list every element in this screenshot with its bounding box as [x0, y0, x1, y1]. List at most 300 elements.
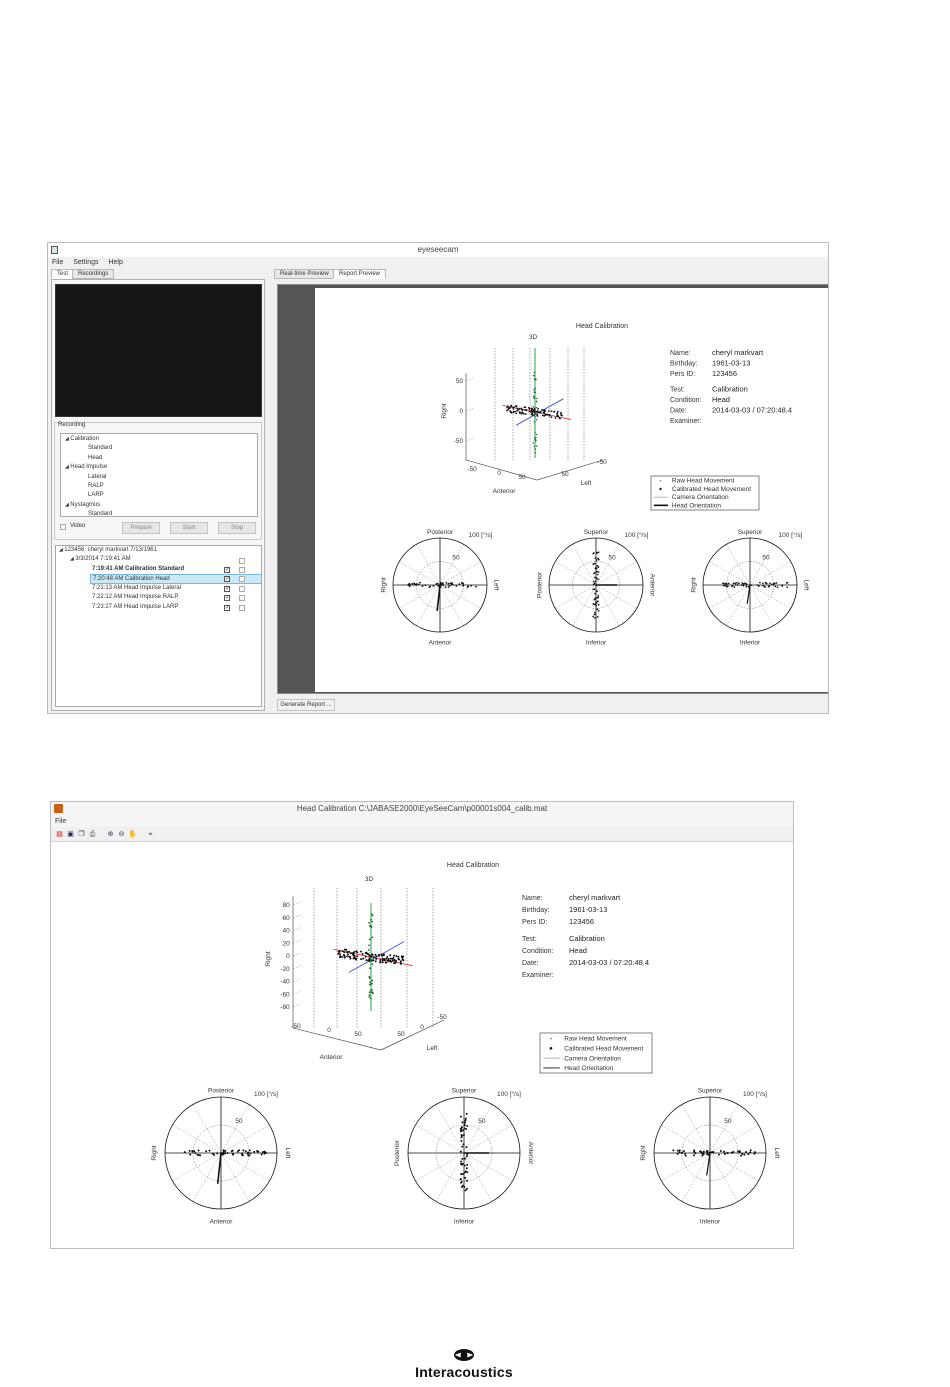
polar-right-label: Anterior: [526, 1141, 534, 1165]
data-point: [756, 584, 758, 586]
data-point: [389, 954, 391, 956]
recording-group: [54, 422, 262, 540]
save-icon[interactable]: ▣: [67, 831, 74, 838]
legend-marker: [660, 480, 662, 482]
data-point: [597, 600, 599, 602]
data-point: [451, 584, 453, 586]
polar-right-label: Left: [772, 1147, 780, 1159]
polar-spoke: [750, 544, 774, 585]
data-point: [513, 407, 515, 409]
grid-line: [466, 408, 474, 411]
data-point: [745, 583, 747, 585]
include-checkbox[interactable]: ✓: [225, 576, 231, 582]
data-point: [446, 582, 448, 584]
data-point: [534, 445, 536, 447]
data-point: [534, 421, 536, 423]
copy-icon[interactable]: ❐: [78, 831, 85, 838]
figure-title: Head Calibration: [575, 323, 629, 330]
polar-spoke: [710, 1125, 758, 1153]
legend-marker: [550, 1038, 552, 1040]
data-point: [677, 1153, 679, 1155]
data-point: [338, 951, 340, 953]
data-point: [781, 585, 783, 587]
y-tick-label: 20: [282, 940, 290, 948]
polar-spoke: [750, 562, 791, 586]
data-point: [596, 577, 598, 579]
info-value: 1961-03-13: [712, 358, 751, 368]
menu-help[interactable]: Help: [108, 259, 123, 266]
menu-settings[interactable]: Settings: [73, 259, 99, 266]
data-point: [594, 572, 596, 574]
legend-label: Camera Orientation: [671, 494, 729, 502]
polar-left-label: Posterior: [536, 571, 544, 599]
polar-radius-mid: 50: [235, 1117, 243, 1125]
data-point: [369, 957, 371, 959]
polar-spoke: [662, 1153, 710, 1181]
data-point: [516, 410, 518, 412]
data-point: [189, 1150, 191, 1152]
z-tick-label: 50: [561, 471, 569, 478]
polar-right-label: Left: [492, 579, 500, 591]
data-point: [536, 434, 538, 436]
data-point: [786, 586, 788, 588]
generate-report-button[interactable]: Generate Report ...: [277, 699, 335, 711]
x-tick-label: -50: [467, 466, 477, 473]
data-point: [681, 1152, 683, 1154]
include-checkbox[interactable]: ✓: [225, 605, 231, 611]
data-point: [593, 581, 595, 583]
tree-item[interactable]: LARP: [88, 492, 104, 499]
data-point: [532, 411, 534, 413]
polar-spoke: [440, 544, 464, 585]
figure-toolbar: [51, 827, 794, 842]
video-preview: [55, 284, 262, 417]
grid-line: [293, 991, 302, 994]
data-point: [402, 956, 404, 958]
window-title: eyeseecam: [417, 245, 459, 254]
tree-item[interactable]: ◢ Nystagmus: [65, 501, 101, 508]
data-point: [369, 982, 371, 984]
y-axis-label: Right: [265, 951, 272, 967]
data-point: [531, 408, 533, 410]
data-point: [534, 378, 536, 380]
data-point: [184, 1151, 186, 1153]
data-point: [553, 411, 555, 413]
data-point: [594, 612, 596, 614]
polar-spoke: [417, 544, 441, 585]
grid-line: [293, 927, 302, 930]
data-point: [342, 950, 344, 952]
flag-checkbox[interactable]: [239, 605, 245, 611]
data-point: [741, 584, 743, 586]
data-point: [764, 586, 766, 588]
data-point: [375, 958, 377, 960]
polar-spoke: [710, 1105, 738, 1153]
info-value: Head: [569, 946, 587, 955]
data-point: [343, 951, 345, 953]
zoom-in-icon[interactable]: ⊕: [107, 831, 114, 838]
menu-file[interactable]: File: [55, 818, 67, 825]
data-point: [464, 1165, 466, 1167]
data-point: [513, 412, 515, 414]
data-point: [371, 921, 373, 923]
data-point: [540, 411, 542, 413]
data-point: [461, 1135, 463, 1137]
data-point: [534, 411, 536, 413]
data-point: [382, 959, 384, 961]
data-point: [415, 584, 417, 586]
grid-line: [293, 978, 302, 981]
data-point: [375, 960, 377, 962]
orientation-line: [437, 585, 440, 611]
info-label: Pers ID:: [522, 919, 548, 926]
tree-item[interactable]: Lateral: [88, 473, 107, 480]
polar-spoke: [440, 562, 481, 586]
data-point: [370, 959, 372, 961]
info-value: cheryl markvart: [712, 348, 764, 357]
info-label: Test:: [522, 936, 537, 943]
recording-row[interactable]: 7:19:41 AM Calibration Standard: [92, 566, 185, 572]
z-axis-label: Left: [580, 480, 592, 487]
data-point: [596, 559, 598, 561]
data-point: [466, 1125, 468, 1127]
data-point: [733, 582, 735, 584]
tree-item[interactable]: ◢ Head Impulse: [65, 464, 108, 471]
data-point: [411, 583, 413, 585]
data-point: [372, 915, 374, 917]
data-point: [529, 408, 531, 410]
data-point: [466, 1164, 468, 1166]
x-tick-label: 0: [327, 1027, 331, 1034]
data-point: [459, 583, 461, 585]
flag-checkbox[interactable]: [239, 586, 245, 592]
x-tick-label: 0: [497, 470, 501, 477]
data-point: [394, 959, 396, 961]
data-point: [531, 410, 533, 412]
recording-row[interactable]: 7:21:13 AM Head Impulse Lateral: [92, 585, 182, 591]
data-point: [679, 1149, 681, 1151]
info-value: cheryl markvart: [569, 893, 621, 902]
data-point: [262, 1151, 264, 1153]
data-point: [224, 1152, 226, 1154]
flag-checkbox[interactable]: [239, 558, 245, 564]
data-point: [759, 582, 761, 584]
tab-test[interactable]: Test: [51, 269, 74, 279]
polar-radius-label: 100 [°/s]: [624, 532, 649, 540]
tree-item[interactable]: Standard: [88, 511, 113, 517]
recording-row[interactable]: 7:23:27 AM Head Impulse LARP: [92, 604, 179, 610]
data-point: [536, 445, 538, 447]
data-point: [728, 583, 730, 585]
pan-icon[interactable]: ✋: [128, 831, 137, 838]
data-point: [461, 1186, 463, 1188]
polar-spoke: [596, 544, 620, 585]
data-point: [393, 955, 395, 957]
include-checkbox[interactable]: ✓: [225, 567, 231, 573]
tree-item[interactable]: RALP: [88, 483, 104, 490]
data-point: [409, 586, 411, 588]
data-point: [524, 406, 526, 408]
data-point: [594, 557, 596, 559]
data-point: [397, 956, 399, 958]
orientation-line: [707, 1153, 710, 1175]
data-point: [536, 411, 538, 413]
tab-recordings[interactable]: Recordings: [72, 269, 114, 279]
y-tick-label: -80: [280, 1004, 290, 1012]
data-point: [732, 585, 734, 587]
video-checkbox[interactable]: [60, 524, 66, 530]
logo-wordmark: Interacoustics: [415, 1364, 513, 1380]
info-label: Condition:: [670, 397, 702, 404]
polar-top-label: Superior: [583, 529, 609, 537]
flag-checkbox[interactable]: [239, 567, 245, 573]
data-point: [749, 1151, 751, 1153]
include-checkbox[interactable]: ✓: [225, 595, 231, 601]
collapse-icon: ◢: [65, 464, 71, 471]
pdf-icon[interactable]: ▤: [56, 831, 63, 838]
data-point: [378, 954, 380, 956]
zoom-out-icon[interactable]: ⊖: [118, 831, 125, 838]
data-point: [741, 1153, 743, 1155]
data-point: [365, 959, 367, 961]
data-point: [368, 976, 370, 978]
data-point: [386, 958, 388, 960]
data-point: [261, 1153, 263, 1155]
data-point: [507, 409, 509, 411]
polar-radius-label: 100 [°/s]: [497, 1090, 521, 1098]
data-point: [466, 1188, 468, 1190]
info-label: Condition:: [522, 948, 554, 955]
recording-row[interactable]: 7:22:12 AM Head Impulse RALP: [92, 594, 179, 600]
data-point: [534, 432, 536, 434]
data-point: [551, 416, 553, 418]
print-icon[interactable]: ⎙: [89, 831, 96, 838]
data-point: [362, 953, 364, 955]
data-point: [542, 415, 544, 417]
polar-bottom-label: Anterior: [209, 1218, 233, 1226]
data-point: [343, 954, 345, 956]
data-point: [731, 1152, 733, 1154]
data-point: [521, 413, 523, 415]
data-point: [193, 1150, 195, 1152]
data-point: [392, 960, 394, 962]
data-point: [371, 991, 373, 993]
data-point: [741, 582, 743, 584]
data-point: [735, 584, 737, 586]
data-point: [596, 590, 598, 592]
data-point: [536, 407, 538, 409]
y-tick-label: 50: [455, 377, 464, 385]
data-point: [442, 582, 444, 584]
data-point: [541, 409, 543, 411]
plot3d-label: 3D: [528, 334, 538, 341]
data-point: [598, 604, 600, 606]
polar-spoke: [573, 544, 597, 585]
data-point: [535, 439, 537, 441]
polar-radius-mid: 50: [724, 1117, 732, 1125]
data-point: [425, 584, 427, 586]
window-titlebar: [48, 243, 828, 257]
stop-button[interactable]: Stop: [218, 522, 256, 534]
data-point: [462, 585, 464, 587]
polar-bottom-label: Inferior: [739, 639, 761, 647]
data-point: [739, 1151, 741, 1153]
data-point: [460, 1151, 462, 1153]
data-point: [743, 1154, 745, 1156]
data-point: [461, 1158, 463, 1160]
polar-top-label: Superior: [451, 1087, 477, 1095]
data-point: [595, 605, 597, 607]
data-point: [372, 963, 374, 965]
data-point: [419, 582, 421, 584]
data-point: [449, 582, 451, 584]
data-point: [677, 1150, 679, 1152]
data-point: [533, 409, 535, 411]
patient-row[interactable]: ◢ 123456: cheryl markvart 7/13/1961: [59, 547, 157, 553]
tree-item[interactable]: Head: [88, 454, 103, 461]
data-point: [597, 595, 599, 597]
data-point: [515, 405, 517, 407]
data-point: [465, 1146, 467, 1148]
polar-spoke: [436, 1153, 464, 1201]
data-point: [533, 375, 535, 377]
polar-spoke: [416, 1125, 464, 1153]
data-point: [597, 574, 599, 576]
polar-left-label: Posterior: [394, 1139, 402, 1167]
data-point: [371, 989, 373, 991]
prepare-button[interactable]: Prepare: [122, 522, 160, 534]
tab-realtime-preview[interactable]: Real-time Preview: [274, 269, 335, 279]
y-axis-label: Right: [441, 403, 448, 419]
data-point: [750, 1149, 752, 1151]
app-icon: [51, 246, 58, 254]
data-point: [249, 1149, 251, 1151]
data-point: [765, 582, 767, 584]
start-button[interactable]: Start: [170, 522, 208, 534]
polar-left-label: Right: [380, 577, 388, 593]
data-point: [191, 1150, 193, 1152]
data-point: [722, 582, 724, 584]
y-tick-label: -50: [453, 437, 464, 445]
y-tick-label: 0: [286, 953, 290, 961]
data-point: [711, 1151, 713, 1153]
figure-window: [50, 801, 794, 1249]
data-point: [371, 980, 373, 982]
data-point: [592, 553, 594, 555]
data-point: [519, 411, 521, 413]
info-label: Date:: [670, 407, 687, 415]
data-point: [242, 1149, 244, 1151]
protocol-tree[interactable]: [60, 433, 258, 517]
data-point: [509, 410, 511, 412]
polar-radius-mid: 50: [452, 554, 460, 562]
tree-item[interactable]: Standard: [88, 445, 113, 452]
grid-line: [293, 965, 302, 968]
grid-line: [293, 902, 302, 905]
info-label: Examiner:: [522, 972, 554, 979]
data-point: [735, 583, 737, 585]
polar-left-label: Right: [690, 577, 698, 593]
eyeseecam-window: [47, 242, 829, 714]
data-point: [466, 1180, 468, 1182]
data-point: [740, 1155, 742, 1157]
x-tick-label: 50: [354, 1031, 362, 1038]
data-cursor-icon[interactable]: ⌖: [148, 831, 153, 838]
data-point: [551, 410, 553, 412]
tab-report-preview[interactable]: Report Preview: [333, 269, 386, 279]
tree-item[interactable]: ◢ Calibration: [65, 436, 99, 442]
data-point: [727, 1152, 729, 1154]
y-tick-label: 80: [282, 902, 290, 910]
video-label: Video: [70, 523, 86, 529]
data-point: [701, 1152, 703, 1154]
data-point: [597, 616, 599, 618]
polar-spoke: [173, 1153, 221, 1181]
polar-bottom-label: Anterior: [428, 639, 452, 647]
info-value: Head: [712, 395, 730, 404]
data-point: [194, 1152, 196, 1154]
data-point: [384, 959, 386, 961]
data-point: [462, 1129, 464, 1131]
data-point: [532, 442, 534, 444]
data-point: [348, 951, 350, 953]
data-point: [724, 1153, 726, 1155]
data-point: [597, 578, 599, 580]
grid-line: [293, 914, 302, 917]
flag-checkbox[interactable]: [239, 576, 245, 582]
recording-row-selected[interactable]: 7:20:48 AM Calibration Head: [90, 574, 262, 584]
data-point: [369, 967, 371, 969]
data-point: [369, 991, 371, 993]
data-point: [534, 372, 536, 374]
data-point: [370, 983, 372, 985]
matlab-icon: [54, 804, 63, 813]
data-point: [534, 397, 536, 399]
data-point: [595, 571, 597, 573]
session-row[interactable]: ◢ 3/3/2014 7:19:41 AM: [70, 556, 131, 562]
z-tick-label: -50: [437, 1014, 447, 1021]
data-point: [383, 953, 385, 955]
polar-spoke: [710, 1153, 758, 1181]
flag-checkbox[interactable]: [239, 595, 245, 601]
include-checkbox[interactable]: ✓: [225, 586, 231, 592]
data-point: [777, 586, 779, 588]
recordings-list: [55, 545, 262, 707]
menu-bar: [48, 257, 828, 268]
z-axis-label: Left: [426, 1045, 438, 1052]
data-point: [337, 953, 339, 955]
x-axis-label: Anterior: [319, 1054, 343, 1061]
data-point: [513, 408, 515, 410]
data-point: [368, 996, 370, 998]
data-point: [683, 1150, 685, 1152]
data-point: [535, 387, 537, 389]
data-point: [594, 614, 596, 616]
data-point: [346, 951, 348, 953]
data-point: [597, 608, 599, 610]
data-point: [516, 408, 518, 410]
polar-spoke: [221, 1125, 269, 1153]
data-point: [205, 1150, 207, 1152]
data-point: [448, 583, 450, 585]
data-point: [189, 1154, 191, 1156]
data-point: [475, 586, 477, 588]
menu-file[interactable]: File: [52, 259, 64, 266]
plot3d-label: 3D: [364, 876, 374, 883]
data-point: [743, 584, 745, 586]
data-point: [745, 586, 747, 588]
legend-label: Calibrated Head Movement: [671, 485, 752, 493]
